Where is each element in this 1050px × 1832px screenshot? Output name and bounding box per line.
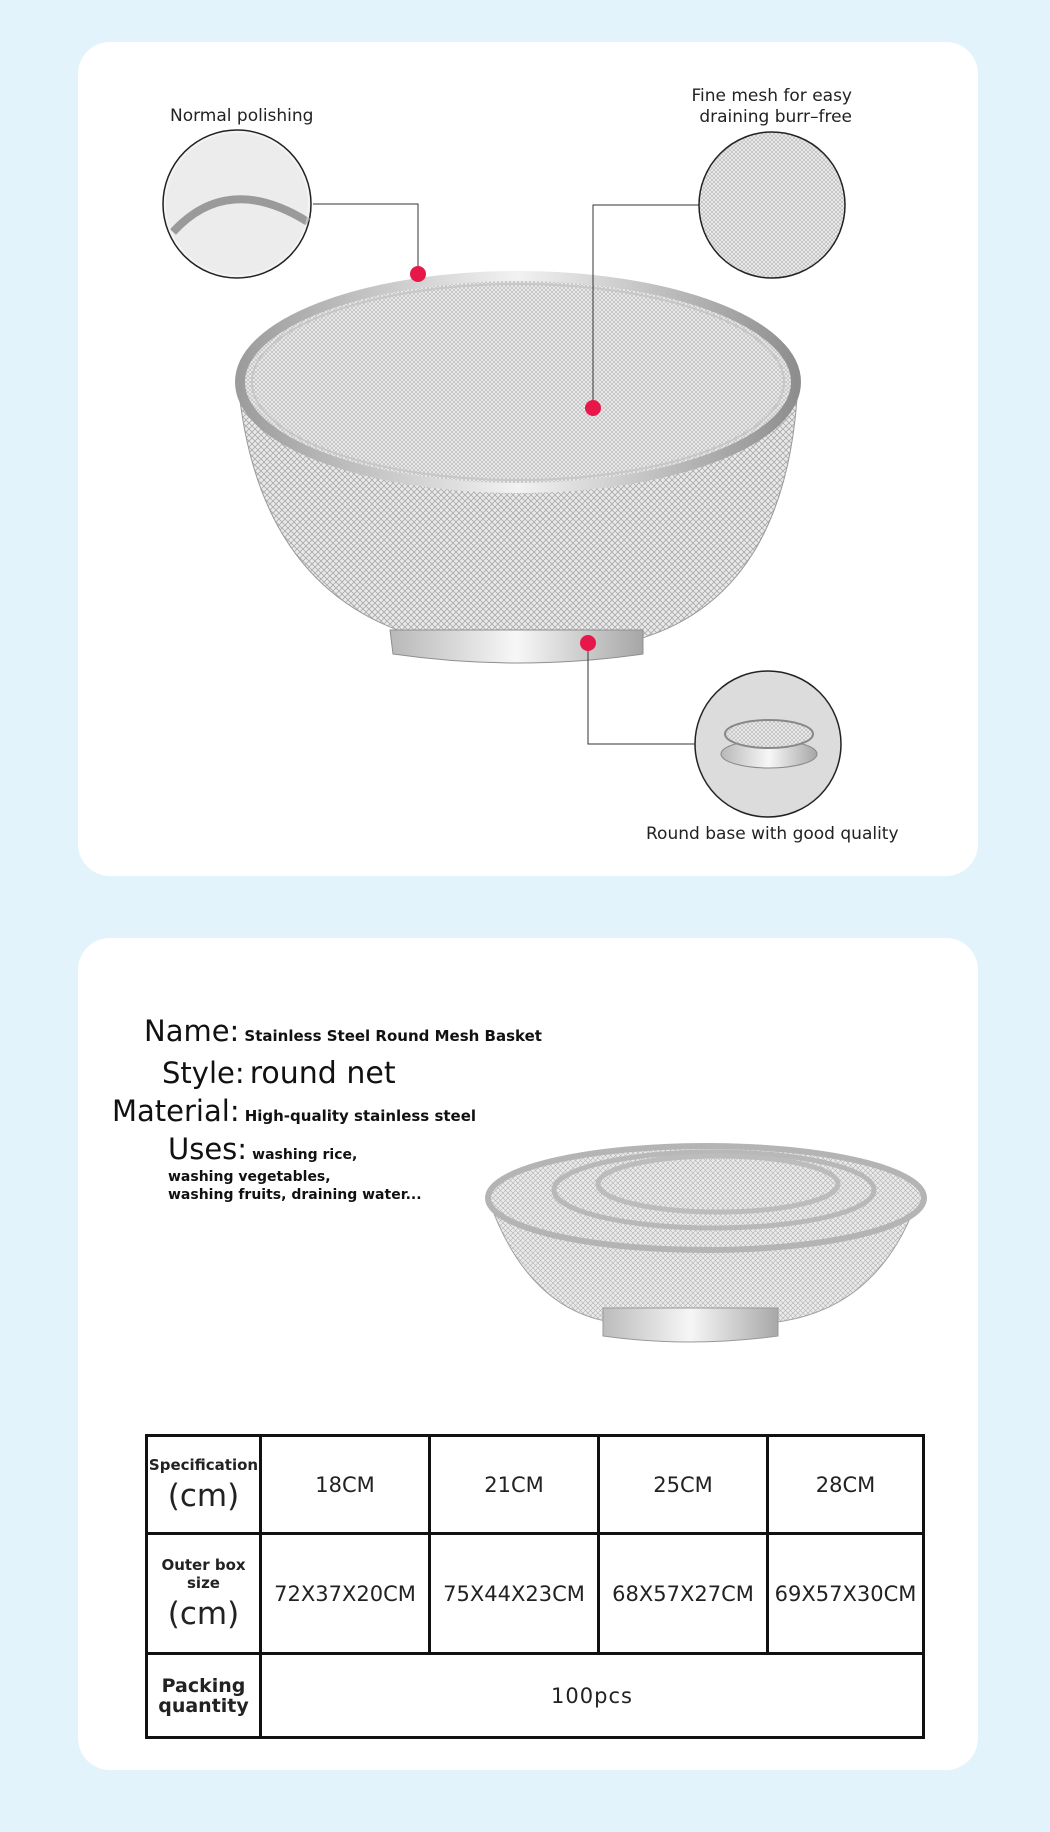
table-row: [147, 1534, 924, 1654]
normal-polishing-label: Normal polishing: [170, 106, 314, 126]
fine-mesh-label: [668, 86, 852, 128]
packing-header-line2: quantity: [158, 1694, 249, 1717]
style-value: round net: [249, 1056, 396, 1091]
uses-line2: washing vegetables,: [168, 1169, 331, 1185]
box-cell: 68X57X27CM: [599, 1534, 768, 1654]
spec-unit: (cm): [167, 1477, 240, 1514]
size-cell: 18CM: [261, 1436, 430, 1534]
spec-header-cell: [147, 1436, 261, 1534]
fine-mesh-label-line1: Fine mesh for easy: [691, 86, 852, 106]
material-row: [112, 1094, 476, 1128]
round-base-label: Round base with good quality: [646, 824, 899, 844]
name-row: [144, 1014, 542, 1048]
material-key: Material:: [112, 1094, 240, 1128]
box-header: Outer box size: [161, 1555, 246, 1592]
spec-header: Specification: [148, 1455, 259, 1474]
spec-table: [145, 1434, 925, 1739]
size-cell: 21CM: [430, 1436, 599, 1534]
style-row: [162, 1056, 396, 1091]
fine-mesh-label-line2: draining burr–free: [699, 107, 852, 127]
box-unit: (cm): [167, 1595, 240, 1632]
box-cell: 69X57X30CM: [768, 1534, 924, 1654]
base-detail-image: [695, 671, 841, 817]
style-key: Style:: [162, 1056, 245, 1090]
mesh-detail-image: [699, 132, 845, 278]
box-cell: 72X37X20CM: [261, 1534, 430, 1654]
marker-dot: [585, 400, 601, 416]
size-cell: 28CM: [768, 1436, 924, 1534]
size-cell: 25CM: [599, 1436, 768, 1534]
name-value: Stainless Steel Round Mesh Basket: [244, 1027, 542, 1045]
specs-card: [78, 938, 978, 1770]
box-cell: 75X44X23CM: [430, 1534, 599, 1654]
uses-line1: washing rice,: [252, 1147, 358, 1163]
packing-value: 100pcs: [261, 1654, 924, 1738]
marker-dot: [580, 635, 596, 651]
name-key: Name:: [144, 1014, 240, 1048]
marker-dot: [410, 266, 426, 282]
strainer-illustration: [78, 42, 978, 876]
packing-header-cell: [147, 1654, 261, 1738]
uses-more: [168, 1168, 422, 1204]
box-header-cell: [147, 1534, 261, 1654]
uses-row: [168, 1132, 357, 1166]
material-value: High-quality stainless steel: [244, 1107, 477, 1125]
features-card: [78, 42, 978, 876]
main-strainer-image: [238, 276, 798, 663]
table-row: [147, 1654, 924, 1738]
nested-strainers-image: [478, 1078, 938, 1348]
uses-key: Uses:: [168, 1132, 248, 1166]
packing-header-line1: Packing: [161, 1674, 246, 1697]
uses-line3: washing fruits, draining water...: [168, 1187, 422, 1203]
table-row: [147, 1436, 924, 1534]
polishing-detail-image: [163, 130, 311, 278]
